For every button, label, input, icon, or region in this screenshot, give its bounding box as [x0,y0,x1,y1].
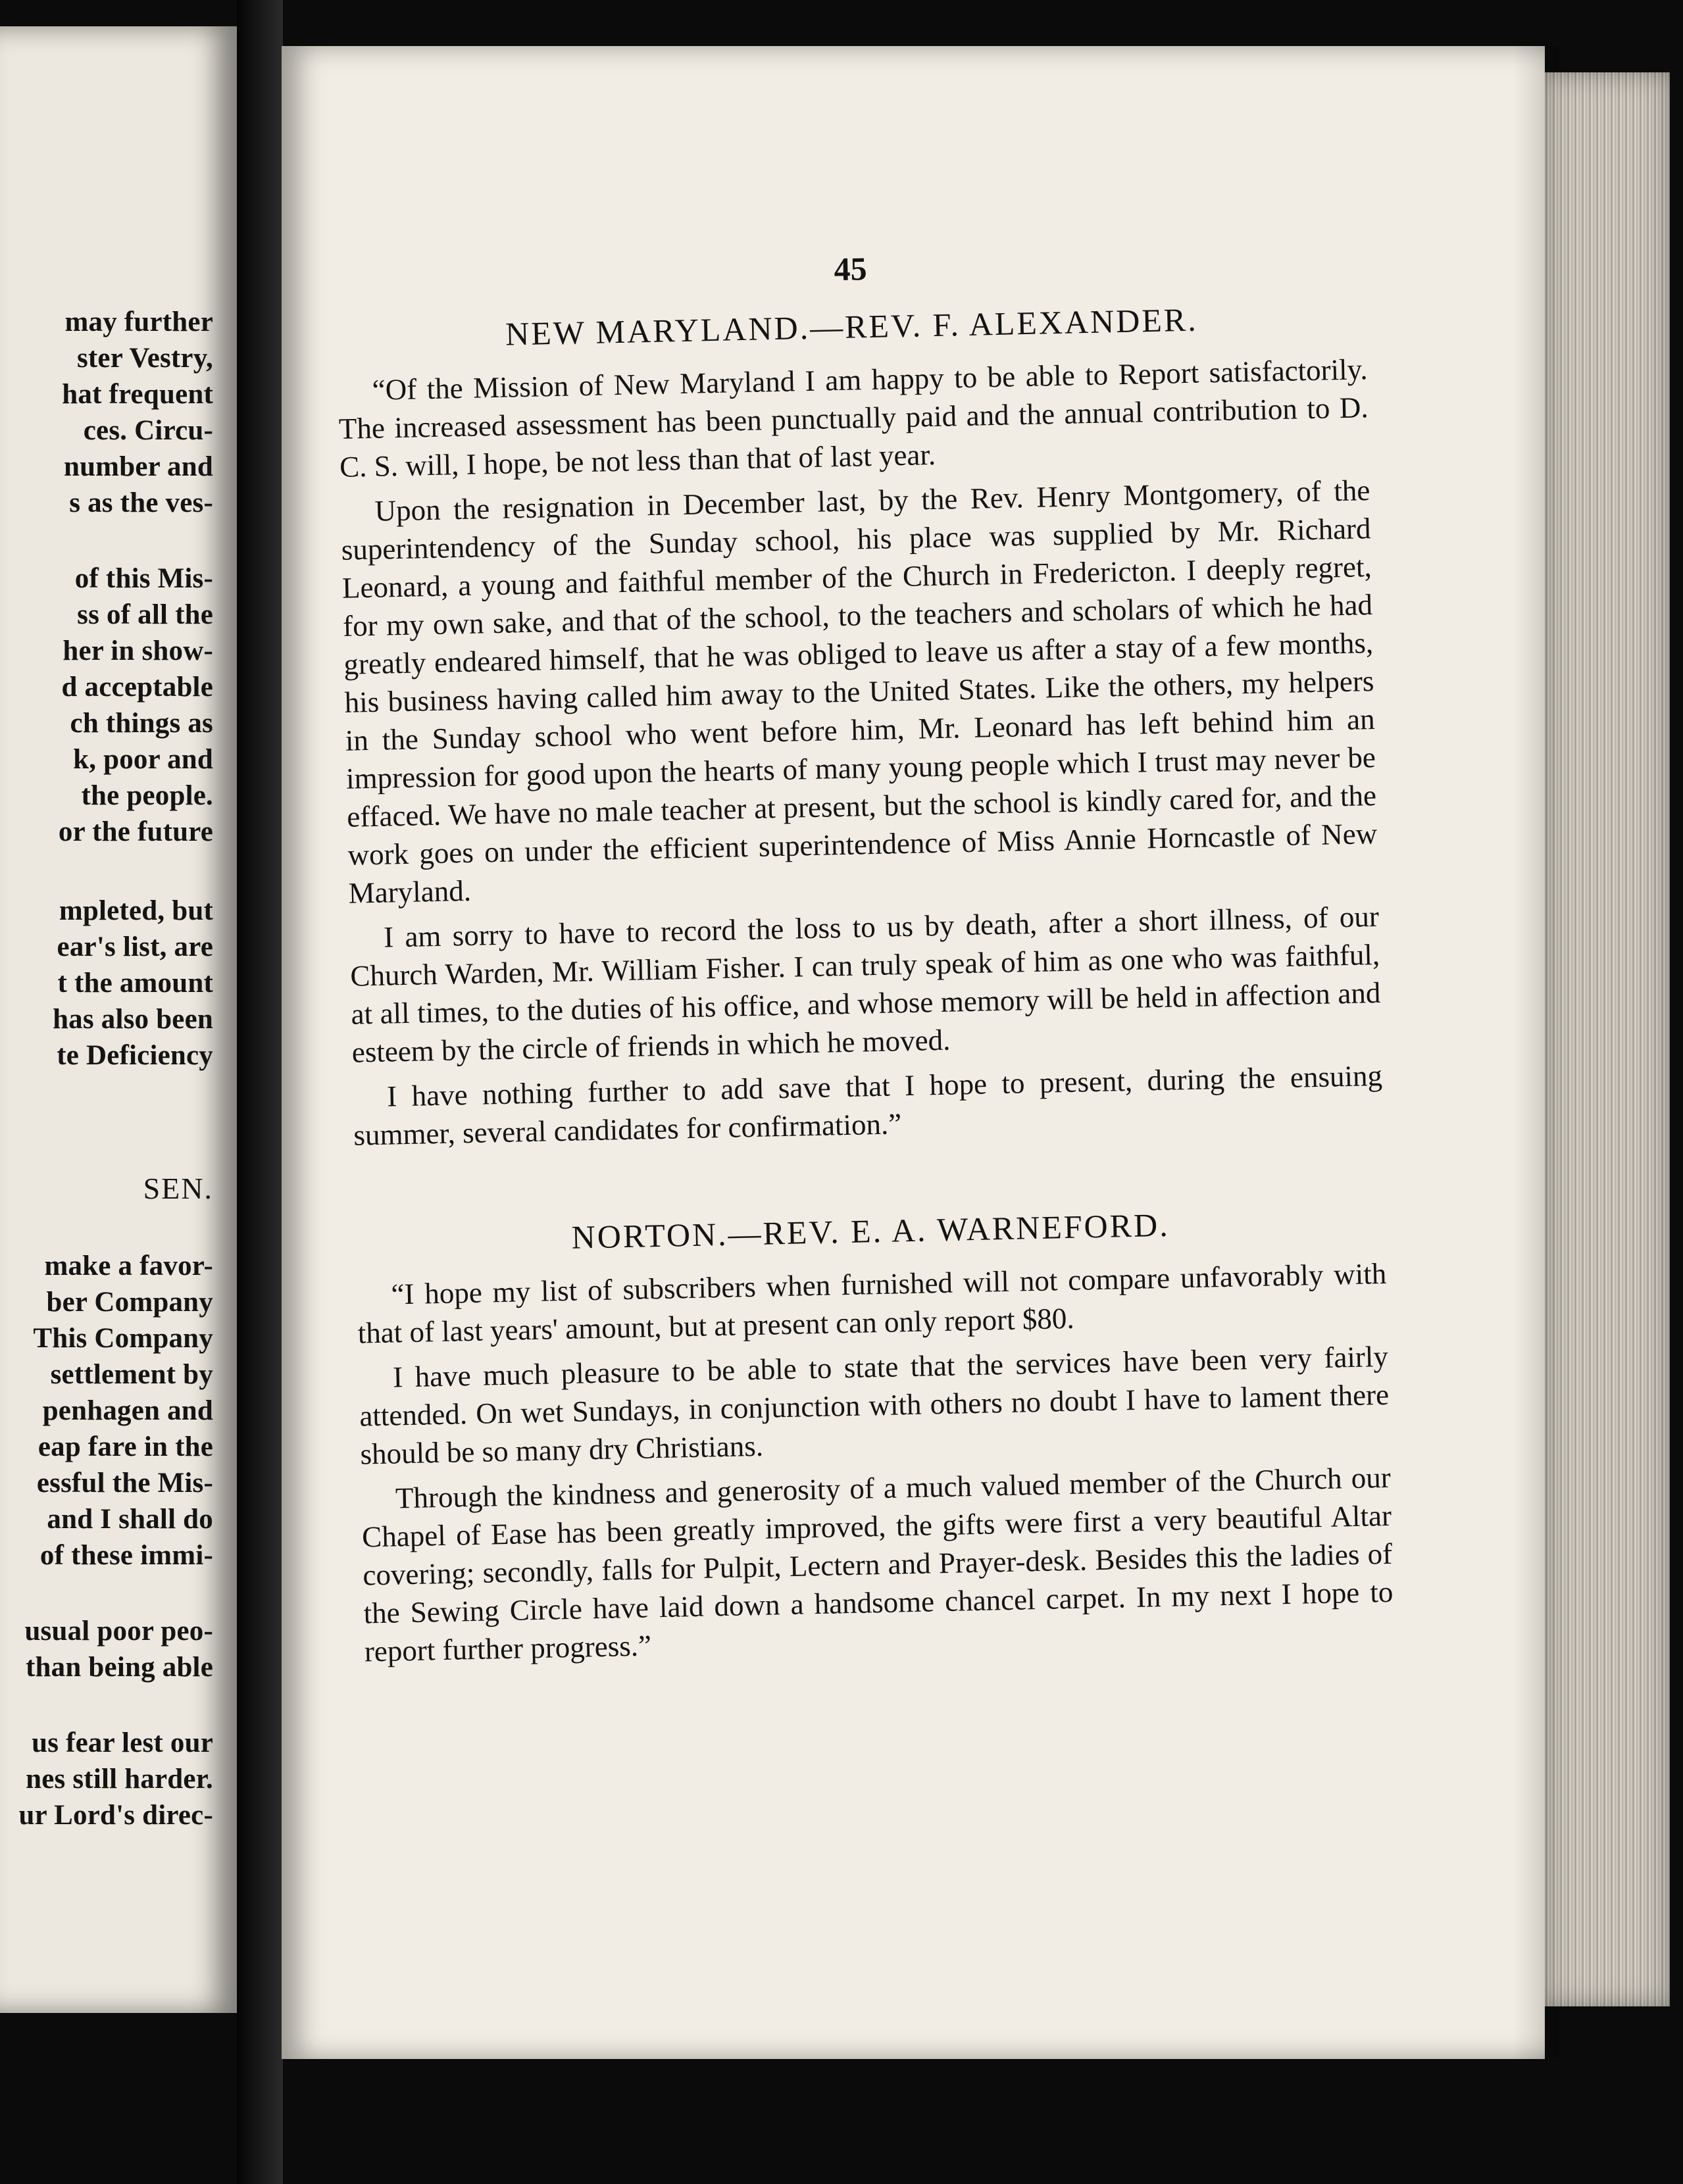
left-line: ch things as [70,708,213,739]
book-gutter [237,0,283,2184]
left-line: te Deficiency [57,1040,213,1071]
left-line: This Company [33,1323,213,1354]
left-heading-fragment: SEN. [143,1172,213,1205]
paragraph: I have much pleasure to be able to state that the services have been very fairly attended. On wet Sundays, in conjunction with others no doubt I have to lament there should be so many dry Christians. [359,1339,1390,1471]
left-line: mpleted, but [59,895,213,926]
left-line: penhagen and [42,1395,213,1426]
left-line: settlement by [50,1359,213,1390]
left-line: usual poor peo- [24,1616,213,1647]
paragraph: “Of the Mission of New Maryland I am happy to be able to Report satisfactorily. The increased assessment has been punctually paid and the annual contribution to D. C. S. will, I hope, be not less than that of last year. [338,353,1369,484]
left-line: ear's list, are [57,931,213,962]
left-line: make a favor- [44,1251,213,1281]
left-line: d acceptable [61,672,213,703]
section-new-maryland [336,298,1383,1154]
left-line: ur Lord's direc- [18,1800,213,1831]
left-line: ber Company [46,1287,213,1318]
paragraph: “I hope my list of subscribers when furnished will not compare unfavorably with that of last years' amount, but at present can only report $80. [357,1256,1387,1350]
left-line: essful the Mis- [36,1468,213,1499]
left-line: the people. [81,780,213,811]
left-line: s as the ves- [69,487,213,518]
paragraph: I am sorry to have to record the loss to us by death, after a short illness, of our Church Warden, Mr. William Fisher. I can truly speak of him as one who was faithful, at all times, to the duties of his office, and whose memory will be held in affection and esteem by the circle of friends in which he moved. [349,899,1381,1069]
left-line: has also been [53,1004,213,1035]
left-line: ces. Circu- [83,415,213,446]
left-line: ster Vestry, [76,343,213,374]
left-line: nes still harder. [26,1764,213,1795]
page-number: 45 [833,250,868,288]
paragraph: Through the kindness and generosity of a much valued member of the Church our Chapel of Ease has been greatly improved, the gifts were first a very beautiful Altar covering; secondly, falls for Pulpit, Lectern and Prayer-desk. Besides this the ladies of the Sewing Circle have laid down a handsome chancel carpet. In my next I hope to report further progress.” [361,1460,1394,1668]
left-line: hat frequent [62,379,213,410]
left-line: or the future [58,816,213,847]
section-norton [355,1203,1394,1671]
left-line: may further [64,307,213,337]
left-line: t the amount [57,968,213,999]
left-line: us fear lest our [32,1727,213,1758]
paragraph: Upon the resignation in December last, by the Rev. Henry Montgomery, of the superintendency of the Sunday school, his place was supplied by Mr. Richard Leonard, a young and faithful member of the Church in Fredericton. I deeply regret, for my own sake, and that of the school, to the teachers and scholars of which he had greatly endeared himself, that he was obliged to leave us after a stay of a few months, his business having called him away to the United States. Like the others, my helpers in the Sunday school who went before him, Mr. Leonard has left behind him an impression for good upon the hearts of many young people which I trust may never be effaced. We have no male teacher at present, but the school is kindly cared for, and the work goes on under the efficient superintendence of Miss Annie Horncastle of New Maryland. [341,474,1378,910]
page-content [334,189,1394,1670]
paragraph: I have nothing further to add save that I hope to present, during the ensuing summer, several candidates for confirmation.” [353,1058,1383,1152]
right-page [282,46,1545,2059]
left-line: eap fare in the [38,1431,213,1462]
left-line: ss of all the [77,599,213,630]
page-edges [1545,72,1670,2006]
left-line: her in show- [63,635,213,666]
left-line: of this Mis- [74,563,213,594]
left-line: of these immi- [39,1540,213,1571]
left-line: number and [63,451,213,482]
section-title: NORTON.—REV. E. A. WARNEFORD. [571,1206,1170,1256]
section-title: NEW MARYLAND.—REV. F. ALEXANDER. [505,301,1199,353]
left-line: k, poor and [73,744,213,775]
left-line: and I shall do [47,1504,213,1535]
left-line: than being able [26,1652,213,1683]
left-facing-page [0,26,237,2013]
